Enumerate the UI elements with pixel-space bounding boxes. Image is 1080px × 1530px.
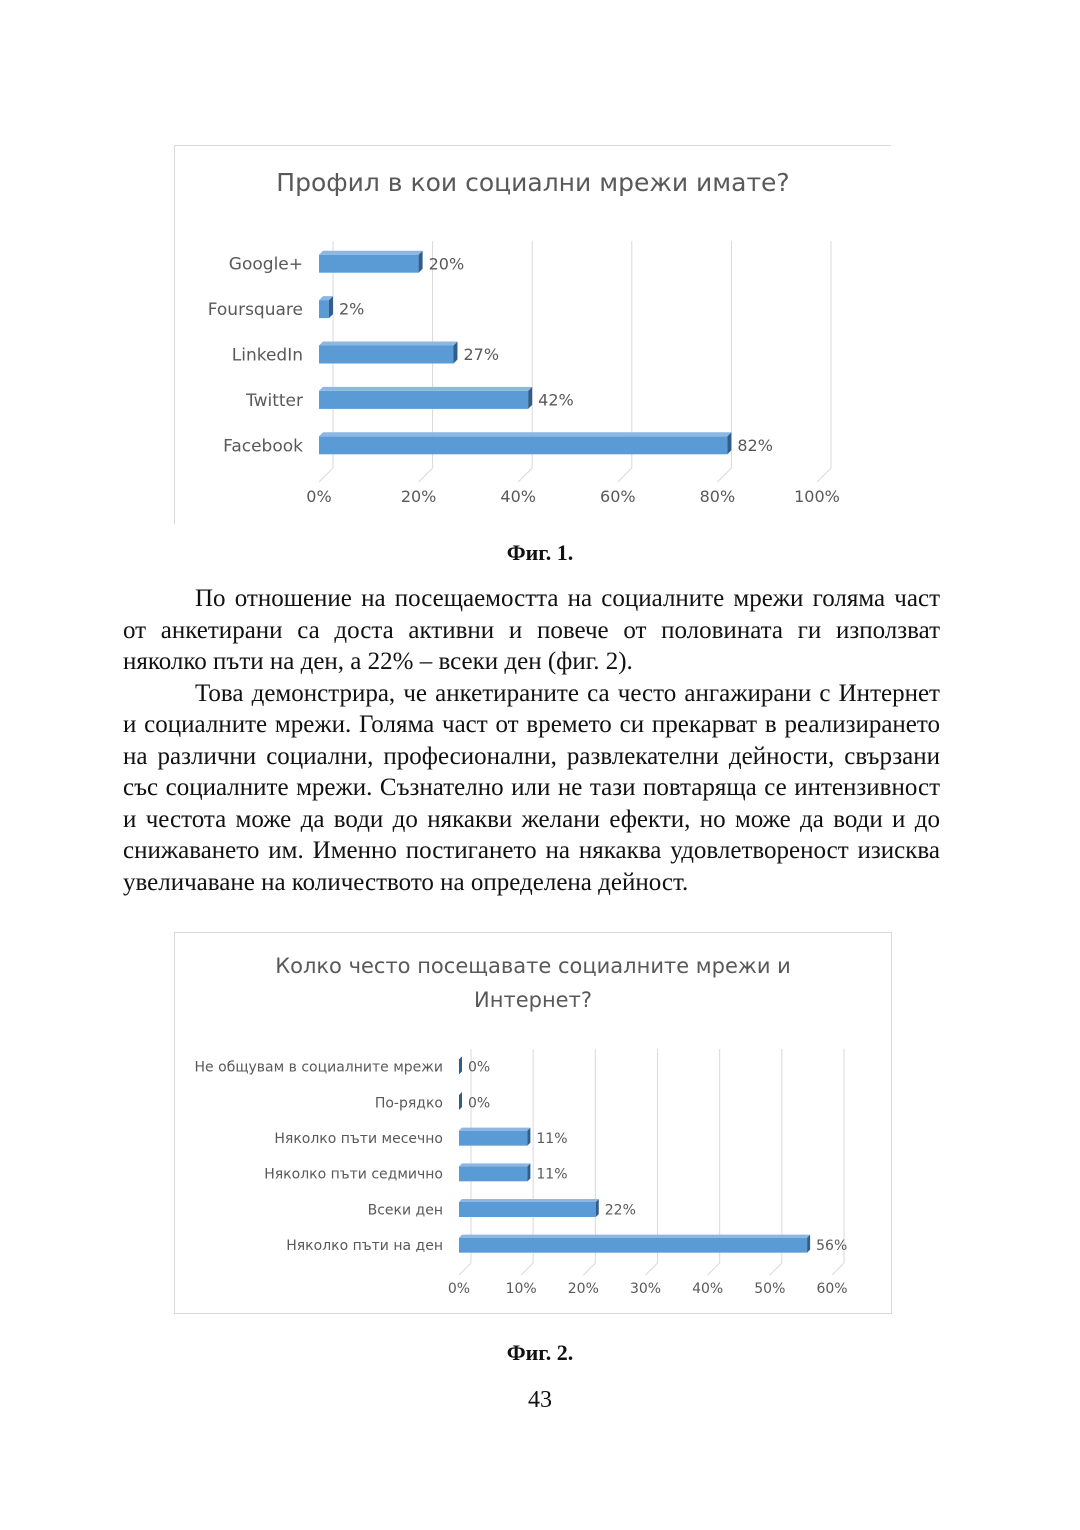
figure-caption-1: Фиг. 1. bbox=[506, 540, 574, 565]
data-label: 22% bbox=[604, 1202, 636, 1219]
bar-side bbox=[459, 1092, 462, 1110]
bar-chart-svg bbox=[175, 933, 891, 1313]
bar bbox=[319, 300, 329, 318]
bar-side bbox=[527, 1163, 530, 1181]
gridline-floor bbox=[419, 468, 433, 482]
bar-chart-svg bbox=[175, 146, 891, 524]
x-tick-label: 30% bbox=[629, 1281, 662, 1297]
category-label: Не общувам в социалните мрежи bbox=[194, 1059, 443, 1076]
page-number: 43 bbox=[528, 1387, 552, 1413]
data-label: 0% bbox=[468, 1095, 491, 1112]
gridline-floor bbox=[832, 1263, 844, 1275]
category-label: По-рядко bbox=[374, 1095, 443, 1112]
gridline-floor bbox=[518, 468, 532, 482]
bar-top bbox=[459, 1128, 530, 1131]
paragraph-2: Това демонстрира, че анкетираните са често ангажирани с Интернет и социалните мрежи. Голяма част от времето си прекарват в реализирането на различни социални, професионални, развлекателни дейности, свързани със социалните мрежи. Съзнателно или не тази повтаряща се интензивност и честота може да води до някакви желани ефекти, но може да води и до снижаването им. Именно постигането на някаква удовлетвореност изисква увеличаване на количеството на определена дейност. bbox=[123, 679, 940, 896]
x-tick-label: 20% bbox=[400, 487, 437, 506]
category-label: LinkedIn bbox=[231, 345, 303, 366]
x-tick-label: 20% bbox=[567, 1281, 599, 1297]
category-label: Няколко пъти на ден bbox=[286, 1238, 443, 1255]
x-tick-label: 0% bbox=[306, 487, 332, 506]
x-tick-label: 80% bbox=[699, 487, 736, 506]
data-label: 27% bbox=[463, 345, 500, 365]
bar-side bbox=[527, 1128, 530, 1146]
chart-title: Профил в кои социални мрежи имате? bbox=[276, 168, 790, 197]
chart-social-profiles bbox=[174, 145, 891, 524]
bar bbox=[459, 1166, 527, 1181]
category-label: Google+ bbox=[228, 254, 303, 275]
data-label: 42% bbox=[538, 390, 574, 410]
chart-title: Колко често посещавате социалните мрежи и Интернет? bbox=[275, 954, 791, 1012]
bar-top bbox=[319, 387, 532, 391]
chart-visit-frequency bbox=[174, 932, 892, 1314]
x-tick-label: 50% bbox=[754, 1281, 786, 1297]
bar-side bbox=[596, 1199, 599, 1217]
paragraph-1: По отношение на посещаемостта на социалните мрежи голяма част от анкетирани са доста активни и повече от половината ги използват няколко пъти на ден, а 22% – всеки ден (фиг. 2). bbox=[123, 585, 940, 675]
data-label: 11% bbox=[536, 1131, 568, 1148]
data-label: 56% bbox=[816, 1238, 848, 1255]
x-tick-label: 40% bbox=[692, 1281, 724, 1297]
gridline-floor bbox=[618, 468, 632, 482]
x-tick-label: 10% bbox=[505, 1281, 537, 1297]
x-tick-label: 60% bbox=[600, 487, 636, 506]
bar-top bbox=[319, 432, 731, 436]
bar-top bbox=[459, 1199, 599, 1202]
bar-top bbox=[459, 1235, 810, 1238]
bar bbox=[459, 1131, 527, 1146]
gridline-floor bbox=[708, 1263, 720, 1275]
gridline-floor bbox=[717, 468, 731, 482]
data-label: 20% bbox=[428, 254, 465, 274]
bar bbox=[319, 436, 727, 454]
figure-caption-2: Фиг. 2. bbox=[506, 1340, 574, 1365]
data-label: 82% bbox=[737, 435, 773, 455]
bar bbox=[459, 1238, 807, 1253]
data-label: 11% bbox=[536, 1166, 568, 1183]
gridline-floor bbox=[817, 468, 831, 482]
x-tick-label: 100% bbox=[794, 487, 840, 506]
gridline-floor bbox=[459, 1263, 471, 1275]
bar-top bbox=[319, 251, 423, 255]
bar bbox=[459, 1202, 596, 1217]
bar-top bbox=[319, 342, 457, 346]
gridline-floor bbox=[583, 1263, 595, 1275]
x-tick-label: 40% bbox=[500, 487, 536, 506]
body-text bbox=[123, 583, 940, 898]
data-label: 2% bbox=[338, 299, 365, 319]
category-label: Foursquare bbox=[207, 300, 303, 321]
category-label: Twitter bbox=[246, 390, 303, 411]
bar bbox=[319, 391, 528, 409]
category-label: Няколко пъти седмично bbox=[264, 1166, 443, 1183]
bar bbox=[319, 346, 453, 364]
x-tick-label: 0% bbox=[447, 1281, 471, 1297]
gridline-floor bbox=[770, 1263, 782, 1275]
category-label: Facebook bbox=[223, 436, 303, 457]
data-label: 0% bbox=[468, 1059, 491, 1076]
bar bbox=[319, 255, 419, 273]
bar-side bbox=[807, 1235, 810, 1253]
gridline-floor bbox=[521, 1263, 533, 1275]
gridline-floor bbox=[646, 1263, 658, 1275]
x-tick-label: 60% bbox=[816, 1281, 848, 1297]
gridline-floor bbox=[319, 468, 333, 482]
category-label: Няколко пъти месечно bbox=[274, 1131, 443, 1148]
category-label: Всеки ден bbox=[367, 1202, 443, 1219]
bar-top bbox=[459, 1163, 530, 1166]
bar-side bbox=[459, 1056, 462, 1074]
